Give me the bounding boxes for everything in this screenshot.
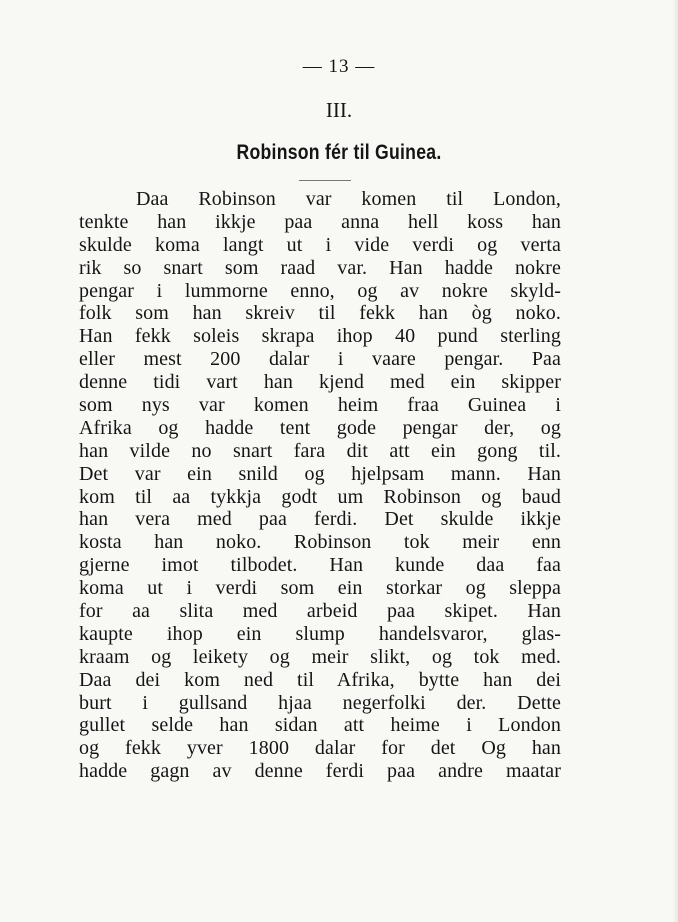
- text-line: og fekk yver 1800 dalar for det Og han: [79, 737, 561, 760]
- text-line: han vera med paa ferdi. Det skulde ikkje: [79, 508, 561, 531]
- text-line: eller mest 200 dalar i vaare pengar. Paa: [79, 348, 561, 371]
- text-line: koma ut i verdi som ein storkar og sleppa: [79, 577, 561, 600]
- text-line: denne tidi vart han kjend med ein skipper: [79, 371, 561, 394]
- text-line: kom til aa tykkja godt um Robinson og baud: [79, 485, 561, 508]
- text-line: som nys var komen heim fraa Guinea i: [79, 394, 561, 417]
- text-line: folk som han skreiv til fekk han òg noko.: [79, 302, 561, 325]
- text-line: tenkte han ikkje paa anna hell koss han: [79, 210, 561, 233]
- text-line: for aa slita med arbeid paa skipet. Han: [79, 600, 561, 623]
- text-line: skulde koma langt ut i vide verdi og verta: [79, 233, 561, 256]
- chapter-title: Robinson fér til Guinea.: [236, 141, 442, 164]
- text-line: Daa Robinson var komen til London,: [136, 188, 561, 210]
- text-line: burt i gullsand hjaa negerfolki der. Dette: [79, 691, 561, 714]
- title-divider: [299, 180, 351, 181]
- text-line: pengar i lummorne enno, og av nokre skyld-: [79, 279, 561, 302]
- text-line: kosta han noko. Robinson tok meir enn: [79, 531, 561, 554]
- text-line: kraam og leikety og meir slikt, og tok med.: [79, 645, 561, 668]
- text-line: Det var ein snild og hjelpsam mann. Han: [79, 462, 561, 485]
- scan-edge: [672, 0, 678, 922]
- text-line: Daa dei kom ned til Afrika, bytte han dei: [79, 668, 561, 691]
- text-line: hadde gagn av denne ferdi paa andre maatar: [79, 760, 561, 783]
- text-line: gjerne imot tilbodet. Han kunde daa faa: [79, 554, 561, 577]
- text-line: kaupte ihop ein slump handelsvaror, glas-: [79, 622, 561, 645]
- text-line: rik so snart som raad var. Han hadde nokre: [79, 256, 561, 279]
- chapter-number: III.: [325, 98, 353, 122]
- chapter-body: [79, 188, 561, 783]
- text-line: han vilde no snart fara dit att ein gong til.: [79, 439, 561, 462]
- text-line: gullet selde han sidan att heime i London: [79, 714, 561, 737]
- page-number: — 13 —: [302, 56, 376, 77]
- text-line: Afrika og hadde tent gode pengar der, og: [79, 416, 561, 439]
- text-line: Han fekk soleis skrapa ihop 40 pund sterling: [79, 325, 561, 348]
